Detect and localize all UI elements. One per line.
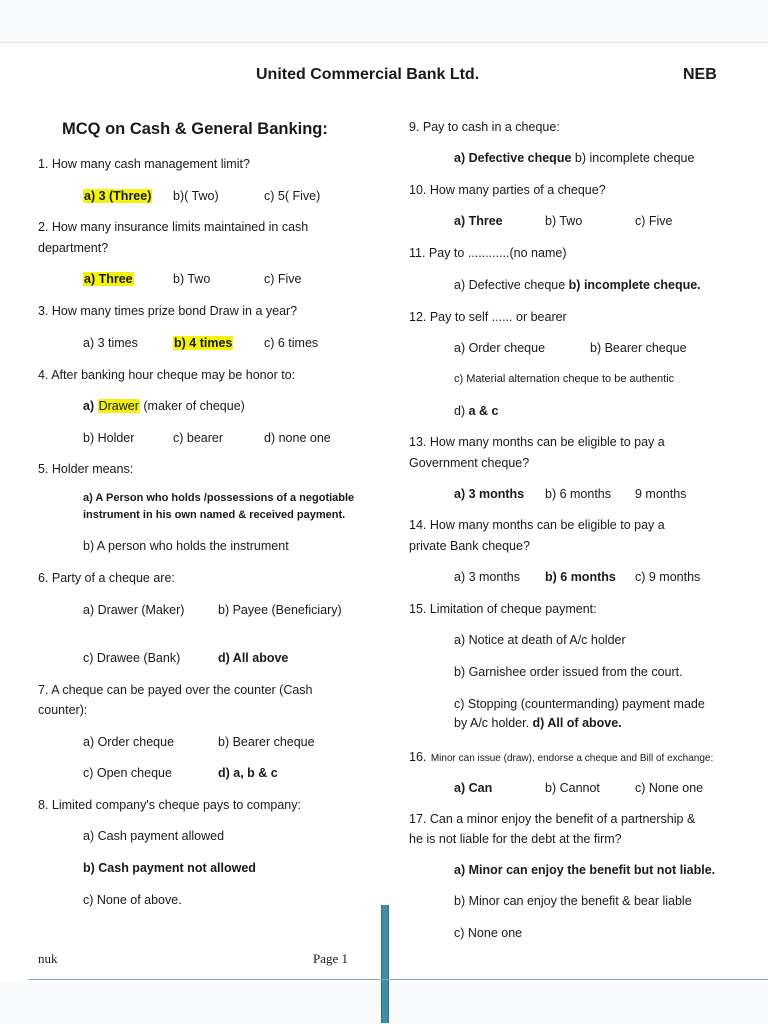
q2-option-a: [83, 271, 134, 288]
q8-option-b: b) Cash payment not allowed: [83, 861, 256, 875]
highlight: Drawer: [98, 399, 139, 413]
question-7-line-1: 7. A cheque can be payed over the counter (Cash: [38, 683, 313, 697]
q13-option-c: 9 months: [635, 487, 687, 501]
question-17-line-2: he is not liable for the debt at the firm?: [409, 832, 622, 846]
q12-option-c: c) Material alternation cheque to be authentic: [454, 373, 675, 385]
column-divider-bar: [381, 905, 389, 1023]
question-13-line-2: Government cheque?: [409, 456, 530, 470]
bank-title: United Commercial Bank Ltd.: [256, 66, 480, 83]
q7-option-c: c) Open cheque: [83, 766, 172, 780]
question-6: 6. Party of a cheque are:: [38, 571, 175, 585]
question-15: 15. Limitation of cheque payment:: [409, 602, 597, 616]
q6-option-a: a) Drawer (Maker): [83, 603, 185, 617]
highlight: b) 4 times: [174, 336, 233, 350]
question-16: [409, 748, 713, 766]
q12-option-a: a) Order cheque: [454, 341, 546, 355]
question-2-line-1: 2. How many insurance limits maintained in cash: [38, 220, 309, 234]
q2-option-c: c) Five: [264, 272, 302, 286]
q7-option-b: b) Bearer cheque: [218, 735, 315, 749]
question-14-line-2: private Bank cheque?: [409, 539, 530, 553]
option-text: by A/c holder.: [454, 716, 530, 730]
q7-option-a: a) Order cheque: [83, 735, 175, 749]
q14-option-c: c) 9 months: [635, 570, 701, 584]
question-8: 8. Limited company's cheque pays to company:: [38, 798, 301, 812]
question-text: Minor can issue (draw), endorse a cheque and Bill of exchange:: [430, 753, 714, 764]
q5-option-a-line-2: instrument in his own named & received payment.: [83, 509, 346, 521]
question-3: 3. How many times prize bond Draw in a year?: [38, 304, 298, 318]
q17-option-a: a) Minor can enjoy the benefit but not liable.: [454, 863, 716, 877]
q1-option-b: b)( Two): [173, 189, 219, 203]
footer-line: [28, 979, 768, 980]
q6-option-b: b) Payee (Beneficiary): [218, 603, 342, 617]
q17-option-b: b) Minor can enjoy the benefit & bear liable: [454, 894, 692, 908]
page-number: Page 1: [313, 951, 349, 966]
option-text: (maker of cheque): [143, 399, 245, 413]
q15-option-c-line-2: [454, 715, 622, 732]
q7-option-d: d) a, b & c: [218, 766, 278, 780]
option-d: d) All of above.: [532, 716, 622, 730]
q10-option-b: b) Two: [545, 214, 583, 228]
q16-option-c: c) None one: [635, 781, 704, 795]
q4-option-d: d) none one: [264, 431, 331, 445]
q14-option-b: b) 6 months: [545, 570, 616, 584]
footer-initials: nuk: [38, 951, 58, 966]
question-12: 12. Pay to self ...... or bearer: [409, 310, 567, 324]
q8-option-c: c) None of above.: [83, 893, 182, 907]
option-prefix: a): [83, 399, 95, 413]
q13-option-a: a) 3 months: [454, 487, 525, 501]
q3-option-a: a) 3 times: [83, 336, 138, 350]
q16-option-a: a) Can: [454, 781, 493, 795]
option-b: b) incomplete cheque.: [568, 278, 701, 292]
option-a: a) Defective cheque: [454, 151, 572, 165]
q6-option-d: d) All above: [218, 651, 289, 665]
section-title: MCQ on Cash & General Banking:: [62, 120, 328, 138]
q6-option-c: c) Drawee (Bank): [83, 651, 181, 665]
q3-option-b: [173, 335, 233, 352]
q10-option-a: a) Three: [454, 214, 503, 228]
question-13-line-1: 13. How many months can be eligible to pay a: [409, 435, 665, 449]
q1-option-c: c) 5( Five): [264, 189, 321, 203]
question-10: 10. How many parties of a cheque?: [409, 183, 606, 197]
q4-option-a: [83, 398, 245, 415]
q12-option-b: b) Bearer cheque: [590, 341, 687, 355]
highlight: a) Three: [84, 272, 133, 286]
q17-option-c: c) None one: [454, 926, 523, 940]
q15-option-a: a) Notice at death of A/c holder: [454, 633, 626, 647]
question-7-line-2: counter):: [38, 703, 88, 717]
q12-option-d: [454, 403, 499, 420]
q5-option-b: b) A person who holds the instrument: [83, 539, 289, 553]
question-1: 1. How many cash management limit?: [38, 157, 250, 171]
question-4: 4. After banking hour cheque may be honor to:: [38, 368, 296, 382]
question-5: 5. Holder means:: [38, 462, 134, 476]
q15-option-b: b) Garnishee order issued from the court.: [454, 665, 683, 679]
option-b: b) incomplete cheque: [574, 151, 695, 165]
q11-options: [454, 277, 701, 294]
option-a: a) Defective cheque: [454, 278, 566, 292]
q2-option-b: b) Two: [173, 272, 211, 286]
question-9: 9. Pay to cash in a cheque:: [409, 120, 560, 134]
question-11: 11. Pay to ............(no name): [409, 246, 567, 260]
q3-option-c: c) 6 times: [264, 336, 319, 350]
q16-option-b: b) Cannot: [545, 781, 600, 795]
header-code: NEB: [683, 66, 717, 83]
q4-option-c: c) bearer: [173, 431, 224, 445]
option-prefix: d): [454, 404, 466, 418]
q8-option-a: a) Cash payment allowed: [83, 829, 225, 843]
q14-option-a: a) 3 months: [454, 570, 521, 584]
q1-option-a: [83, 188, 152, 205]
q15-option-c-line-1: c) Stopping (countermanding) payment made: [454, 697, 705, 711]
question-17-line-1: 17. Can a minor enjoy the benefit of a partnership &: [409, 812, 696, 826]
highlight: a) 3 (Three): [84, 189, 152, 203]
q5-option-a-line-1: a) A Person who holds /possessions of a negotiable: [83, 492, 355, 504]
q4-option-b: b) Holder: [83, 431, 135, 445]
question-2-line-2: department?: [38, 241, 109, 255]
question-number: 16.: [409, 750, 427, 764]
document-page: [0, 42, 768, 983]
q10-option-c: c) Five: [635, 214, 673, 228]
question-14-line-1: 14. How many months can be eligible to pay a: [409, 518, 665, 532]
q13-option-b: b) 6 months: [545, 487, 612, 501]
option-text: a & c: [468, 404, 499, 418]
q9-options: [454, 150, 694, 167]
